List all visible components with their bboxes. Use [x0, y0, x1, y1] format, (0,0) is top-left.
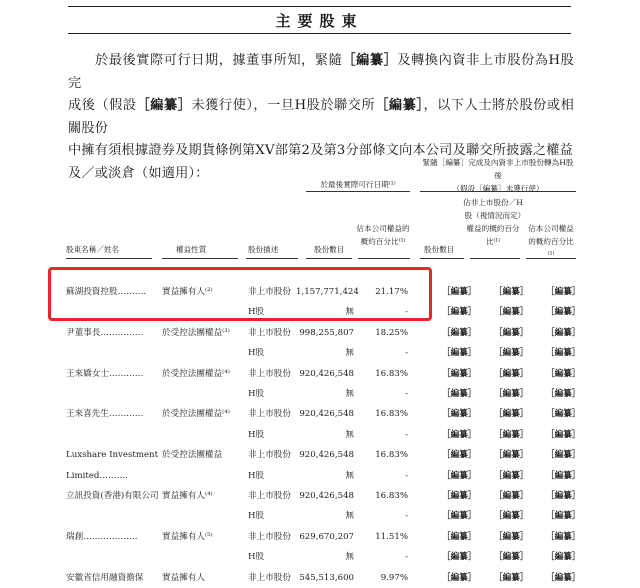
cell-redacted-pct-total: ［編纂］: [546, 409, 581, 419]
cell-pct: 21.17%: [375, 287, 408, 297]
cell-nature: 於受控法團權益: [162, 450, 223, 460]
header-group-right: 緊隨［編纂］完成及內資非上市股份轉為H股後 （假設［編纂］未獲行使）: [422, 158, 574, 193]
rule-shares-2: [420, 258, 464, 259]
rule-shares: [306, 258, 352, 259]
cell-shares: 無: [345, 430, 354, 440]
cell-redacted-shares: ［編纂］: [442, 409, 477, 419]
cell-redacted-pct-total: ［編纂］: [546, 430, 581, 440]
cell-pct: 16.83%: [375, 409, 408, 419]
cell-redacted-pct-class: ［編纂］: [494, 369, 529, 379]
cell-redacted-pct-class: ［編纂］: [494, 471, 529, 481]
cell-redacted-pct-class: ［編纂］: [494, 389, 529, 399]
cell-pct: 18.25%: [375, 328, 408, 338]
cell-redacted-pct-class: ［編纂］: [494, 409, 529, 419]
cell-desc: 非上市股份: [248, 532, 291, 542]
header-rule-left: [306, 191, 410, 192]
col-nature: 權益性質: [176, 245, 207, 254]
cell-redacted-pct-class: ［編纂］: [494, 511, 529, 521]
cell-desc: 非上市股份: [248, 409, 291, 419]
cell-redacted-pct-total: ［編纂］: [546, 389, 581, 399]
cell-pct: -: [405, 307, 408, 317]
cell-desc: 非上市股份: [248, 369, 291, 379]
cell-shares: 998,255,807: [299, 328, 354, 338]
cell-shares: 無: [345, 552, 354, 562]
cell-desc: 非上市股份: [248, 450, 291, 460]
cell-redacted-pct-class: ［編纂］: [494, 573, 529, 583]
cell-redacted-pct-class: ［編纂］: [494, 307, 529, 317]
cell-desc: H股: [248, 307, 265, 317]
cell-name: 王來嬌女士…………: [66, 369, 144, 379]
cell-redacted-pct-total: ［編纂］: [546, 307, 581, 317]
cell-redacted-pct-class: ［編纂］: [494, 430, 529, 440]
para-line-4: 及／或淡倉（如適用）：: [68, 165, 209, 181]
cell-pct: -: [405, 430, 408, 440]
rule-pct-class: [470, 258, 520, 259]
cell-desc: 非上市股份: [248, 328, 291, 338]
cell-desc: H股: [248, 511, 265, 521]
cell-redacted-shares: ［編纂］: [442, 307, 477, 317]
rule-desc: [246, 258, 298, 259]
title-rule-bottom: [68, 33, 571, 34]
cell-name: Luxshare Investment: [66, 450, 159, 460]
col-shares: 股份數目: [314, 245, 345, 254]
para-line-2: 成後（假設［編纂］未獲行使），一旦H股於聯交所［編纂］，以下人士將於股份或相關股份: [68, 98, 574, 136]
cell-redacted-shares: ［編纂］: [442, 511, 477, 521]
cell-redacted-pct-total: ［編纂］: [546, 471, 581, 481]
cell-redacted-pct-total: ［編纂］: [546, 491, 581, 501]
col-shares-2: 股份數目: [424, 245, 455, 254]
rule-pct-total: [526, 258, 576, 259]
rule-name: [66, 258, 152, 259]
cell-pct: -: [405, 471, 408, 481]
cell-nature: 實益擁有人⁽²⁾: [162, 287, 213, 297]
col-pct: 佔本公司權益的概約百分比⁽¹⁾: [356, 224, 410, 246]
cell-redacted-shares: ［編纂］: [442, 328, 477, 338]
cell-shares: 920,426,548: [299, 491, 354, 501]
cell-desc: H股: [248, 389, 265, 399]
cell-desc: H股: [248, 348, 265, 358]
cell-shares: 無: [345, 389, 354, 399]
cell-shares: 1,157,771,424: [296, 287, 359, 297]
cell-shares: 629,670,207: [299, 532, 354, 542]
cell-name: Limited……….: [66, 471, 128, 481]
cell-redacted-pct-total: ［編纂］: [546, 348, 581, 358]
cell-redacted-pct-class: ［編纂］: [494, 491, 529, 501]
cell-pct: 16.83%: [375, 450, 408, 460]
cell-redacted-shares: ［編纂］: [442, 532, 477, 542]
col-pct-class: 佔非上市股份／H股（視情況而定）權益的概約百分比⁽¹⁾: [463, 198, 523, 246]
section-title: 主要股東: [275, 12, 364, 30]
cell-redacted-shares: ［編纂］: [442, 471, 477, 481]
col-pct-total: 佔本公司權益的概約百分比⁽¹⁾: [528, 224, 574, 259]
cell-redacted-pct-total: ［編纂］: [546, 573, 581, 583]
cell-pct: -: [405, 552, 408, 562]
cell-redacted-shares: ［編纂］: [442, 573, 477, 583]
cell-redacted-pct-total: ［編纂］: [546, 450, 581, 460]
cell-pct: -: [405, 348, 408, 358]
col-name: 股東名稱／姓名: [66, 245, 120, 254]
cell-desc: H股: [248, 430, 265, 440]
cell-redacted-pct-total: ［編纂］: [546, 511, 581, 521]
cell-redacted-shares: ［編纂］: [442, 450, 477, 460]
cell-name: 瑞創……………….: [66, 532, 138, 542]
cell-nature: 實益擁有人⁽⁵⁾: [162, 532, 213, 542]
cell-shares: 920,426,548: [299, 409, 354, 419]
cell-redacted-shares: ［編纂］: [442, 389, 477, 399]
cell-name: 安徽省信用融資擔保: [66, 573, 144, 583]
para-line-1: 於最後實際可行日期，據董事所知，緊隨［編纂］及轉換內資非上市股份為H股完: [68, 53, 574, 91]
cell-shares: 920,426,548: [299, 369, 354, 379]
cell-redacted-shares: ［編纂］: [442, 491, 477, 501]
cell-nature: 實益擁有人⁽⁴⁾: [162, 491, 213, 501]
cell-redacted-pct-total: ［編纂］: [546, 328, 581, 338]
title-rule-top: [68, 6, 571, 7]
cell-desc: 非上市股份: [248, 287, 291, 297]
cell-name: 尹董事長……………: [66, 328, 144, 338]
cell-redacted-shares: ［編纂］: [442, 552, 477, 562]
cell-name: 王來喜先生…………: [66, 409, 144, 419]
cell-shares: 920,426,548: [299, 450, 354, 460]
cell-pct: 16.83%: [375, 491, 408, 501]
cell-nature: 實益擁有人: [162, 573, 205, 583]
cell-desc: H股: [248, 471, 265, 481]
cell-shares: 無: [345, 471, 354, 481]
cell-pct: -: [405, 389, 408, 399]
cell-nature: 於受控法團權益⁽⁴⁾: [162, 409, 230, 419]
cell-redacted-pct-class: ［編纂］: [494, 450, 529, 460]
cell-redacted-pct-class: ［編纂］: [494, 328, 529, 338]
cell-redacted-pct-total: ［編纂］: [546, 287, 581, 297]
cell-redacted-pct-class: ［編纂］: [494, 287, 529, 297]
cell-pct: 9.97%: [380, 573, 408, 583]
cell-pct: 16.83%: [375, 369, 408, 379]
cell-shares: 無: [345, 511, 354, 521]
cell-redacted-pct-class: ［編纂］: [494, 348, 529, 358]
cell-redacted-shares: ［編纂］: [442, 369, 477, 379]
cell-nature: 於受控法團權益⁽³⁾: [162, 328, 230, 338]
cell-desc: 非上市股份: [248, 491, 291, 501]
cell-redacted-shares: ［編纂］: [442, 287, 477, 297]
cell-redacted-shares: ［編纂］: [442, 348, 477, 358]
highlight-box: [48, 267, 432, 321]
cell-redacted-pct-total: ［編纂］: [546, 532, 581, 542]
cell-desc: 非上市股份: [248, 573, 291, 583]
cell-nature: 於受控法團權益⁽⁴⁾: [162, 369, 230, 379]
cell-redacted-pct-total: ［編纂］: [546, 369, 581, 379]
cell-name: 蘇湖投資控股……….: [66, 287, 147, 297]
cell-shares: 無: [345, 307, 354, 317]
cell-shares: 545,513,600: [299, 573, 354, 583]
header-rule-right: [420, 191, 576, 192]
cell-redacted-shares: ［編纂］: [442, 430, 477, 440]
cell-redacted-pct-class: ［編纂］: [494, 552, 529, 562]
para-line-3: 中擁有須根據證券及期貨條例第XV部第2及第3分部條文向本公司及聯交所披露之權益: [68, 143, 574, 158]
cell-desc: H股: [248, 552, 265, 562]
rule-nature: [162, 258, 238, 259]
rule-pct: [358, 258, 410, 259]
cell-shares: 無: [345, 348, 354, 358]
cell-pct: 11.51%: [375, 532, 408, 542]
header-group-left: 於最後實際可行日期⁽¹⁾: [320, 180, 396, 189]
cell-name: 立訊投資(香港)有限公司: [66, 491, 159, 501]
cell-pct: -: [405, 511, 408, 521]
cell-redacted-pct-class: ［編纂］: [494, 532, 529, 542]
col-desc: 股份描述: [248, 245, 279, 254]
cell-redacted-pct-total: ［編纂］: [546, 552, 581, 562]
